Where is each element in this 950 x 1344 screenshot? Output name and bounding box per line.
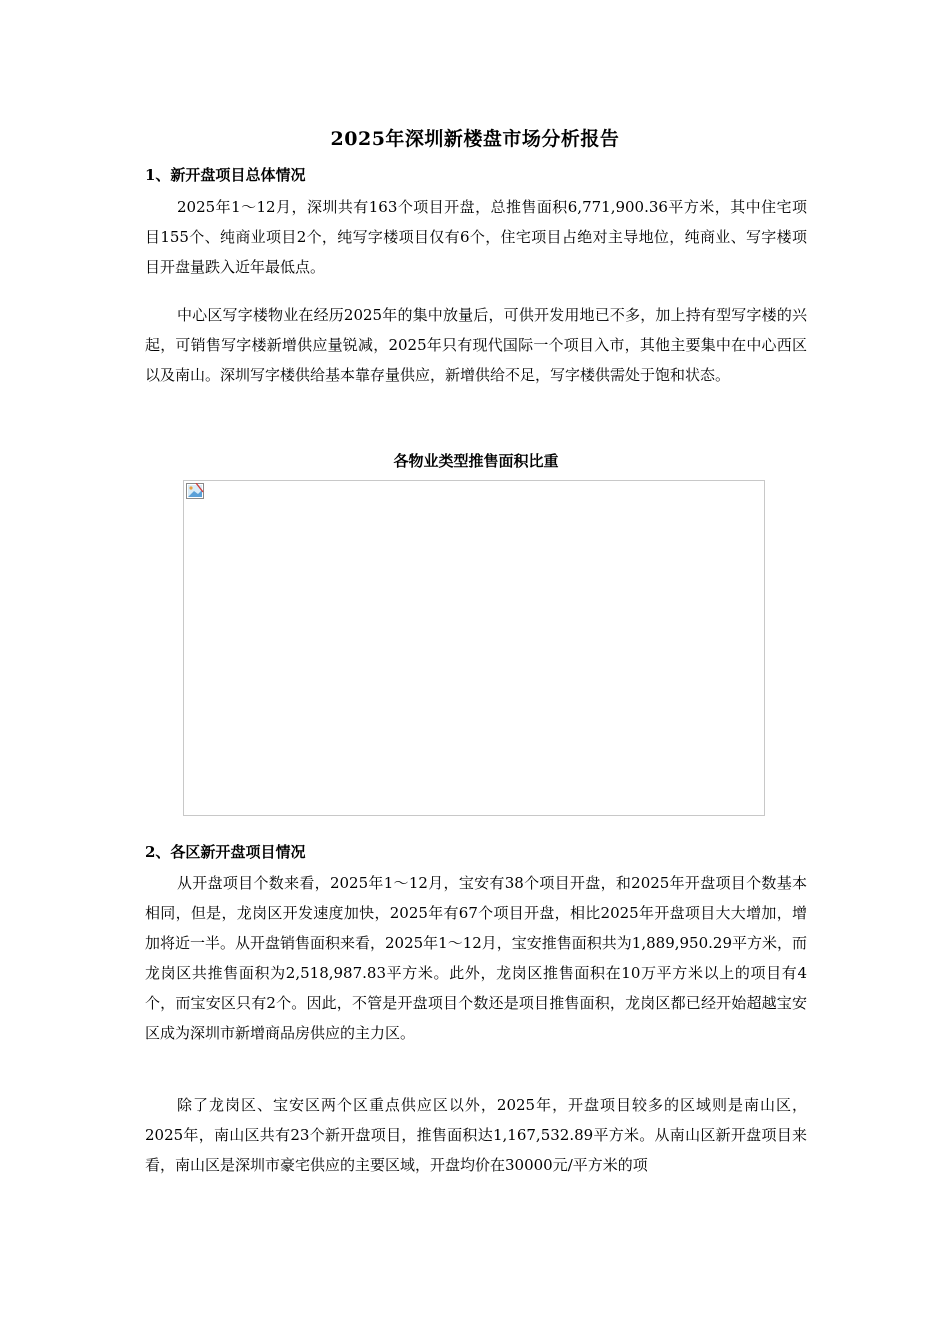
section-1-heading: 1、新开盘项目总体情况 <box>145 166 306 184</box>
section-2-paragraph-1: 从开盘项目个数来看，2025年1～12月，宝安有38个项目开盘，和2025年开盘项目个数基本相同，但是，龙岗区开发速度加快，2025年有67个项目开盘，相比2025年开盘项目大大增加，增加将近一半。从开盘销售面积来看，2025年1～12月，宝安推售面积共为1,889,950.29平方米，而龙岗区共推售面积为2,518,987.83平方米。此外，龙岗区推售面积在10万平方米以上的项目有4个，而宝安区只有2个。因此，不管是开盘项目个数还是项目推售面积，龙岗区都已经开始超越宝安区成为深圳市新增商品房供应的主力区。 <box>145 874 808 1042</box>
section-2-heading: 2、各区新开盘项目情况 <box>145 843 306 861</box>
section-2-paragraph-2: 除了龙岗区、宝安区两个区重点供应区以外，2025年，开盘项目较多的区域则是南山区，2025年，南山区共有23个新开盘项目，推售面积达1,167,532.89平方米。从南山区新开盘项目来看，南山区是深圳市豪宅供应的主要区域，开盘均价在30000元/平方米的项 <box>145 1096 807 1174</box>
section-1-paragraph-1: 2025年1～12月，深圳共有163个项目开盘，总推售面积6,771,900.36平方米，其中住宅项目155个、纯商业项目2个，纯写字楼项目仅有6个，住宅项目占绝对主导地位，纯商业、写字楼项目开盘量跌入近年最低点。 <box>145 198 807 276</box>
figure-caption: 各物业类型推售面积比重 <box>393 452 559 470</box>
document-title: 2025年深圳新楼盘市场分析报告 <box>330 128 620 150</box>
chart-image-placeholder <box>183 480 765 816</box>
section-1-paragraph-2: 中心区写字楼物业在经历2025年的集中放量后，可供开发用地已不多，加上持有型写字楼的兴起，可销售写字楼新增供应量锐减，2025年只有现代国际一个项目入市，其他主要集中在中心西区以及南山。深圳写字楼供给基本靠存量供应，新增供给不足，写字楼供需处于饱和状态。 <box>145 306 807 384</box>
broken-image-icon <box>186 483 204 499</box>
